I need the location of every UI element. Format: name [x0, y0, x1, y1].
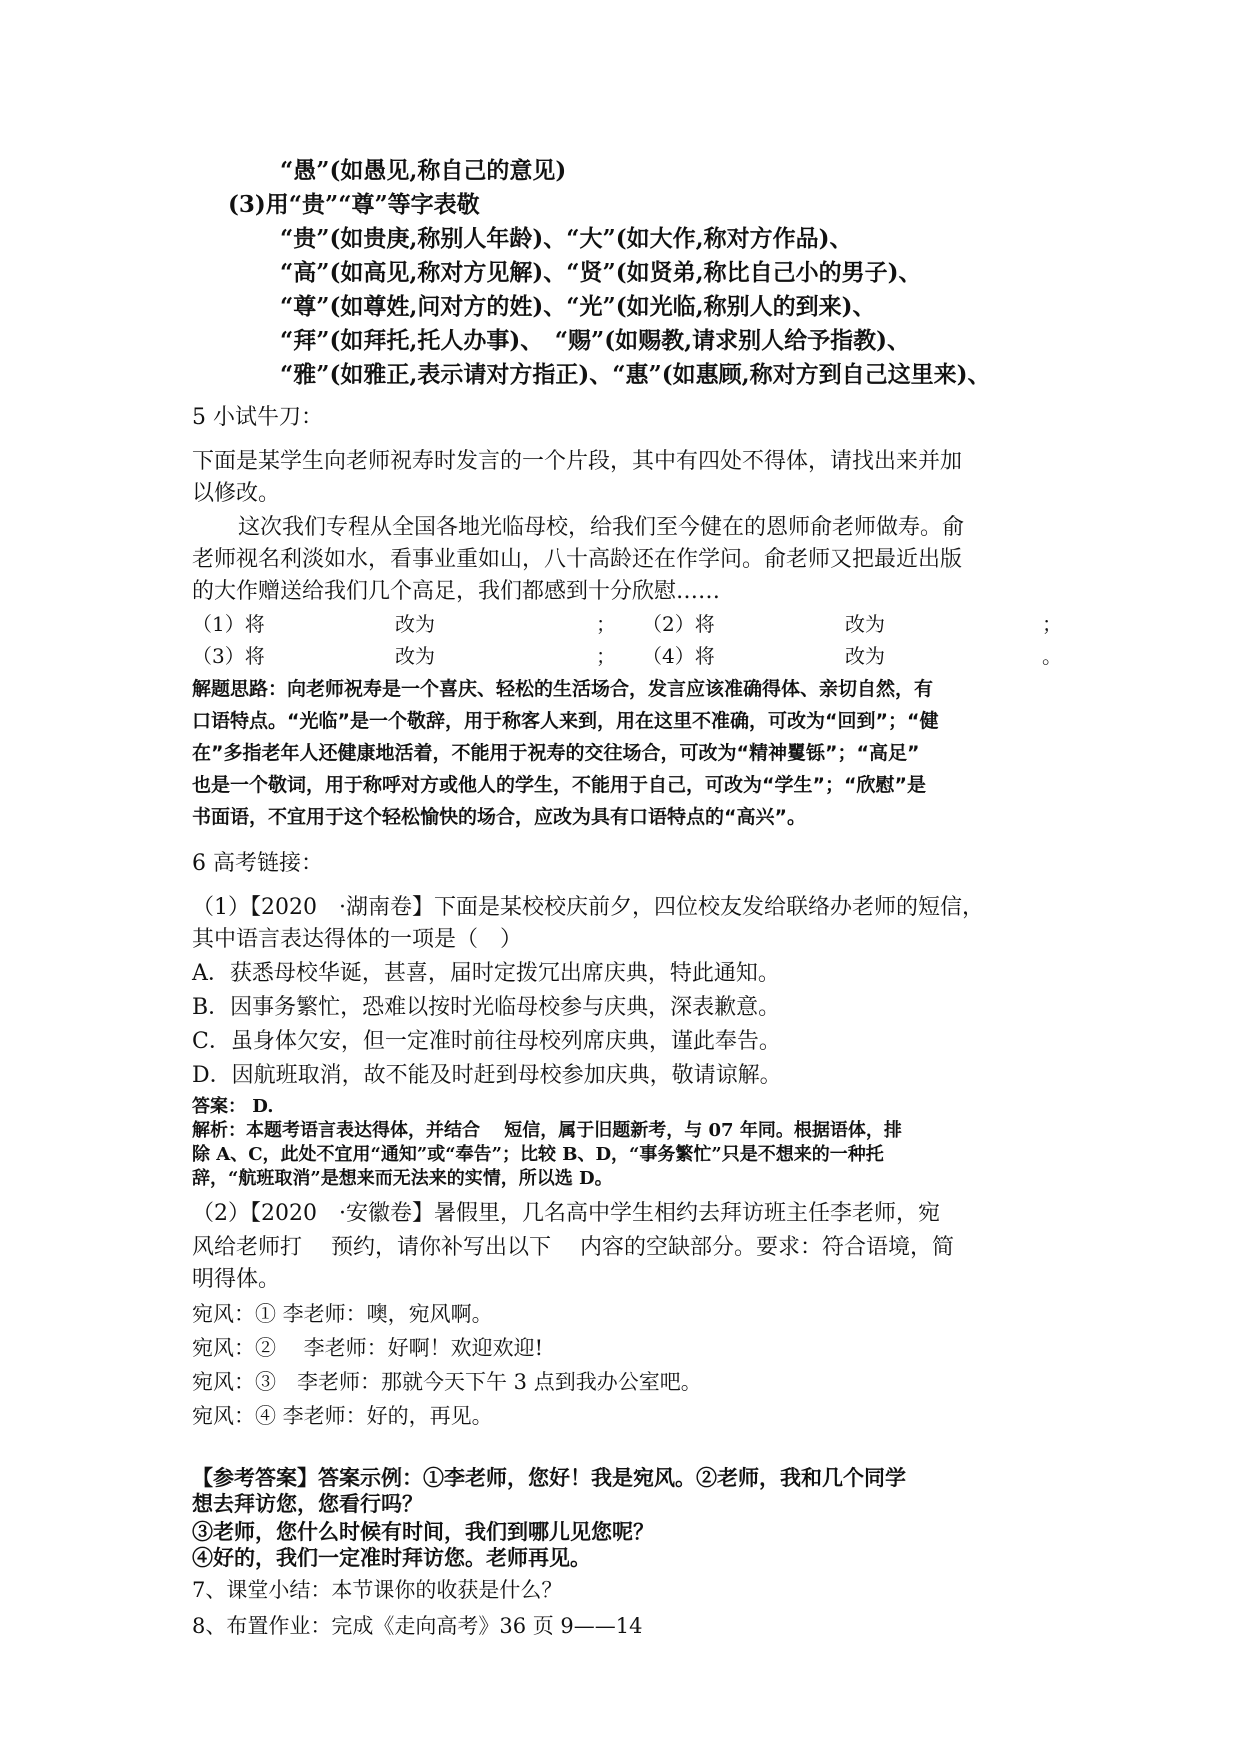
q1-analysis-line: 辞，“航班取消”是想来而无法来的实情，所以选 D。: [192, 1168, 613, 1189]
blank-end-mark: 。: [1042, 644, 1062, 668]
reference-answer-line: 【参考答案】答案示例：①李老师，您好！我是宛风。②老师，我和几个同学: [192, 1465, 906, 1490]
blank-end-mark: ；: [596, 612, 616, 636]
passage-line: 这次我们专程从全国各地光临母校，给我们至今健在的恩师俞老师做寿。俞: [238, 515, 965, 540]
honorific-heading-3: (3)用“贵”“尊”等字表敬: [228, 191, 480, 218]
q2-line: 风给老师打 预约，请你补写出以下 内容的空缺部分。要求：符合语境，简: [192, 1235, 954, 1260]
analysis-line: 在”多指老年人还健康地活着，不能用于祝寿的交往场合，可改为“精神矍铄”；“高足”: [192, 742, 920, 764]
option-c: C．虽身体欠安，但一定准时前往母校列席庆典，谨此奉告。: [192, 1029, 781, 1054]
honorific-line: “贵”(如贵庚,称别人年龄)、“大”(如大作,称对方作品)、: [280, 225, 853, 252]
honorific-line: “尊”(如尊姓,问对方的姓)、“光”(如光临,称别人的到来)、: [280, 293, 876, 320]
q1-line: （1）【2020 ·湖南卷】下面是某校校庆前夕，四位校友发给联络办老师的短信，: [192, 895, 984, 920]
reference-answer-line: ③老师，您什么时候有时间，我们到哪儿见您呢？: [192, 1519, 654, 1544]
analysis-line: 口语特点。“光临”是一个敬辞，用于称客人来到，用在这里不准确，可改为“回到”；“健: [192, 710, 939, 732]
dialogue-line: 宛风：② 李老师：好啊！欢迎欢迎!: [192, 1336, 544, 1360]
blank-number: （2）将: [642, 612, 715, 636]
honorific-yu-line: “愚”(如愚见,称自己的意见): [280, 157, 567, 184]
dialogue-line: 宛风：① 李老师：噢，宛风啊。: [192, 1302, 493, 1326]
passage-line: 的大作赠送给我们几个高足，我们都感到十分欣慰……: [192, 579, 721, 604]
option-a: A．获悉母校华诞，甚喜，届时定拨冗出席庆典，特此通知。: [192, 961, 780, 986]
section5-title: 5 小试牛刀：: [192, 405, 323, 430]
analysis-line: 解题思路：向老师祝寿是一个喜庆、轻松的生活场合，发言应该准确得体、亲切自然，有: [192, 678, 934, 700]
dialogue-line: 宛风：③ 李老师：那就今天下午 3 点到我办公室吧。: [192, 1370, 702, 1394]
option-b: B．因事务繁忙，恐难以按时光临母校参与庆典，深表歉意。: [192, 995, 781, 1020]
q2-line: 明得体。: [192, 1267, 281, 1292]
honorific-line: “雅”(如雅正,表示请对方指正)、“惠”(如惠顾,称对方到自己这里来)、: [280, 361, 991, 388]
section5-prompt-line: 以修改。: [192, 481, 281, 506]
reference-answer-line: 想去拜访您，您看行吗？: [192, 1491, 423, 1516]
blank-change-label: 改为: [845, 644, 885, 668]
q1-analysis-line: 除 A、C，此处不宜用“通知”或“奉告”；比较 B、D，“事务繁忙”只是不想来的一种托: [192, 1144, 884, 1165]
blank-change-label: 改为: [395, 644, 435, 668]
section7-summary: 7、课堂小结：本节课你的收获是什么？: [192, 1578, 563, 1602]
dialogue-line: 宛风：④ 李老师：好的，再见。: [192, 1404, 493, 1428]
q1-analysis-line: 解析：本题考语言表达得体，并结合 短信，属于旧题新考，与 07 年同。根据语体，排: [192, 1120, 902, 1141]
section6-title: 6 高考链接：: [192, 851, 323, 876]
reference-answer-line: ④好的，我们一定准时拜访您。老师再见。: [192, 1545, 591, 1570]
blank-change-label: 改为: [845, 612, 885, 636]
section5-prompt-line: 下面是某学生向老师祝寿时发言的一个片段，其中有四处不得体，请找出来并加: [192, 449, 963, 474]
blank-number: （1）将: [192, 612, 265, 636]
answer-line: 答案： D.: [192, 1096, 274, 1117]
blank-number: （4）将: [642, 644, 715, 668]
blank-end-mark: ；: [596, 644, 616, 668]
q1-line: 其中语言表达得体的一项是（ ）: [192, 927, 523, 952]
blank-end-mark: ；: [1042, 612, 1062, 636]
honorific-line: “高”(如高见,称对方见解)、“贤”(如贤弟,称比自己小的男子)、: [280, 259, 922, 286]
option-d: D．因航班取消，故不能及时赶到母校参加庆典，敬请谅解。: [192, 1063, 782, 1088]
analysis-line: 也是一个敬词，用于称呼对方或他人的学生，不能用于自己，可改为“学生”；“欣慰”是: [192, 774, 926, 796]
analysis-line: 书面语，不宜用于这个轻松愉快的场合，应改为具有口语特点的“高兴”。: [192, 806, 806, 828]
passage-line: 老师视名利淡如水，看事业重如山，八十高龄还在作学问。俞老师又把最近出版: [192, 547, 963, 572]
honorific-line: “拜”(如拜托,托人办事)、 “赐”(如赐教,请求别人给予指教)、: [280, 327, 910, 354]
q2-line: （2）【2020 ·安徽卷】暑假里，几名高中学生相约去拜访班主任李老师，宛: [192, 1201, 940, 1226]
section8-homework: 8、布置作业：完成《走向高考》36 页 9——14: [192, 1614, 643, 1638]
blank-number: （3）将: [192, 644, 265, 668]
blank-change-label: 改为: [395, 612, 435, 636]
